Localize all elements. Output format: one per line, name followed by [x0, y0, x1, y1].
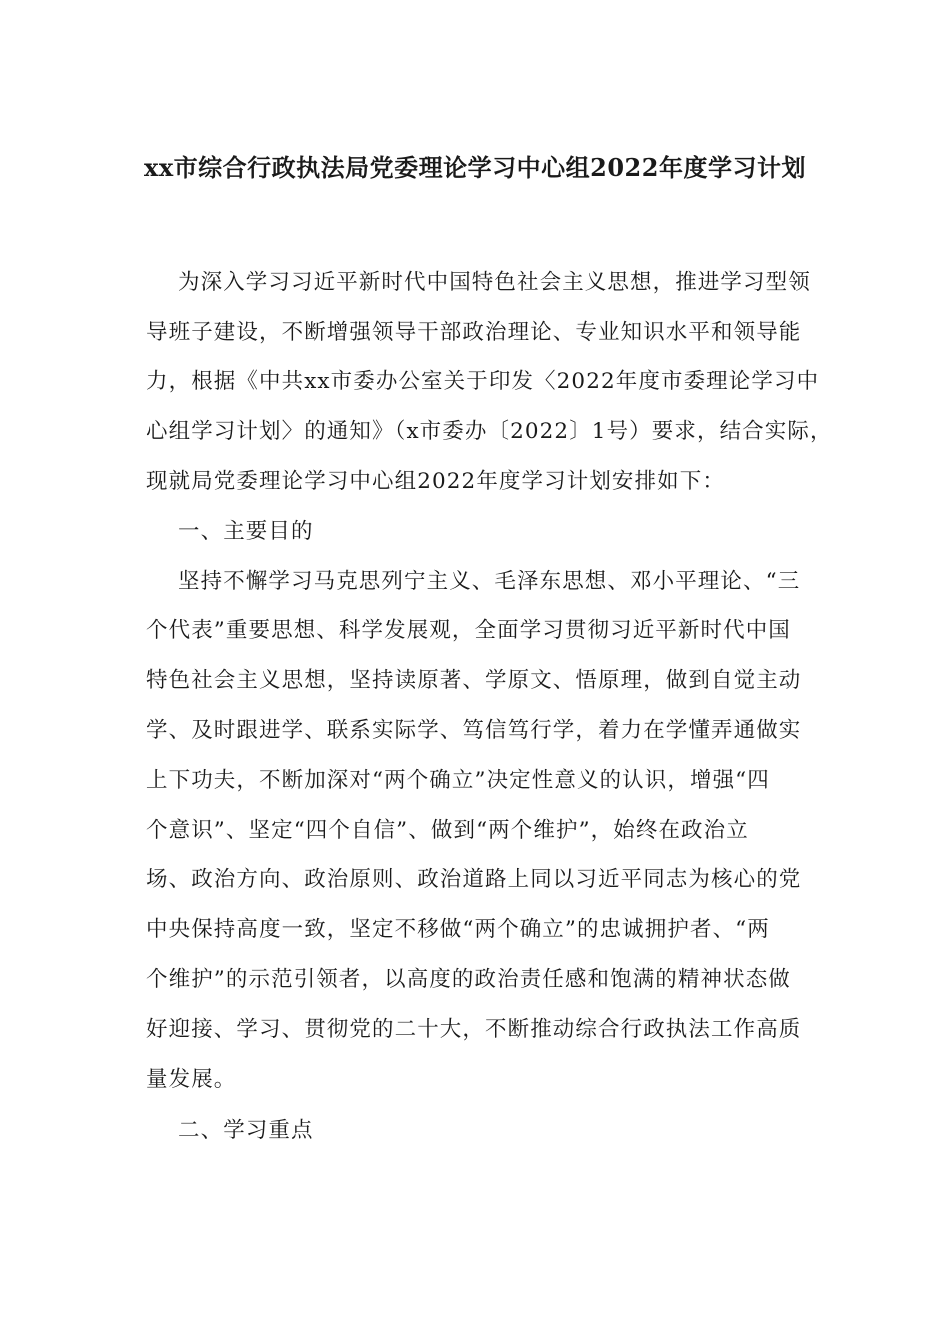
intro-line: 导班子建设，不断增强领导干部政治理论、专业知识水平和领导能 [146, 320, 802, 345]
section-heading-main-purpose: 一、主要目的 [178, 519, 314, 544]
body-line: 上下功夫，不断加深对“两个确立”决定性意义的认识，增强“四 [146, 768, 770, 793]
body-line: 量发展。 [146, 1067, 237, 1092]
intro-line: 现就局党委理论学习中心组2022年度学习计划安排如下： [146, 469, 725, 494]
section-heading-study-focus: 二、学习重点 [178, 1118, 314, 1143]
body-line: 学、及时跟进学、联系实际学、笃信笃行学，着力在学懂弄通做实 [146, 718, 802, 743]
body-line: 个意识”、坚定“四个自信”、做到“两个维护”，始终在政治立 [146, 818, 749, 843]
intro-line: 为深入学习习近平新时代中国特色社会主义思想，推进学习型领 [178, 270, 811, 295]
intro-line: 力，根据《中共xx市委办公室关于印发〈2022年度市委理论学习中 [146, 369, 820, 394]
body-line: 场、政治方向、政治原则、政治道路上同以习近平同志为核心的党 [146, 867, 802, 892]
body-line: 特色社会主义思想，坚持读原著、学原文、悟原理，做到自觉主动 [146, 668, 802, 693]
document-title: xx市综合行政执法局党委理论学习中心组2022年度学习计划 [144, 153, 806, 182]
body-line: 好迎接、学习、贯彻党的二十大，不断推动综合行政执法工作高质 [146, 1017, 802, 1042]
intro-line: 心组学习计划〉的通知》（x市委办〔2022〕1号）要求，结合实际， [146, 419, 833, 444]
body-line: 中央保持高度一致，坚定不移做“两个确立”的忠诚拥护者、“两 [146, 917, 770, 942]
body-line: 坚持不懈学习马克思列宁主义、毛泽东思想、邓小平理论、“三 [178, 569, 801, 594]
body-line: 个维护”的示范引领者，以高度的政治责任感和饱满的精神状态做 [146, 967, 791, 992]
body-line: 个代表”重要思想、科学发展观，全面学习贯彻习近平新时代中国 [146, 618, 791, 643]
